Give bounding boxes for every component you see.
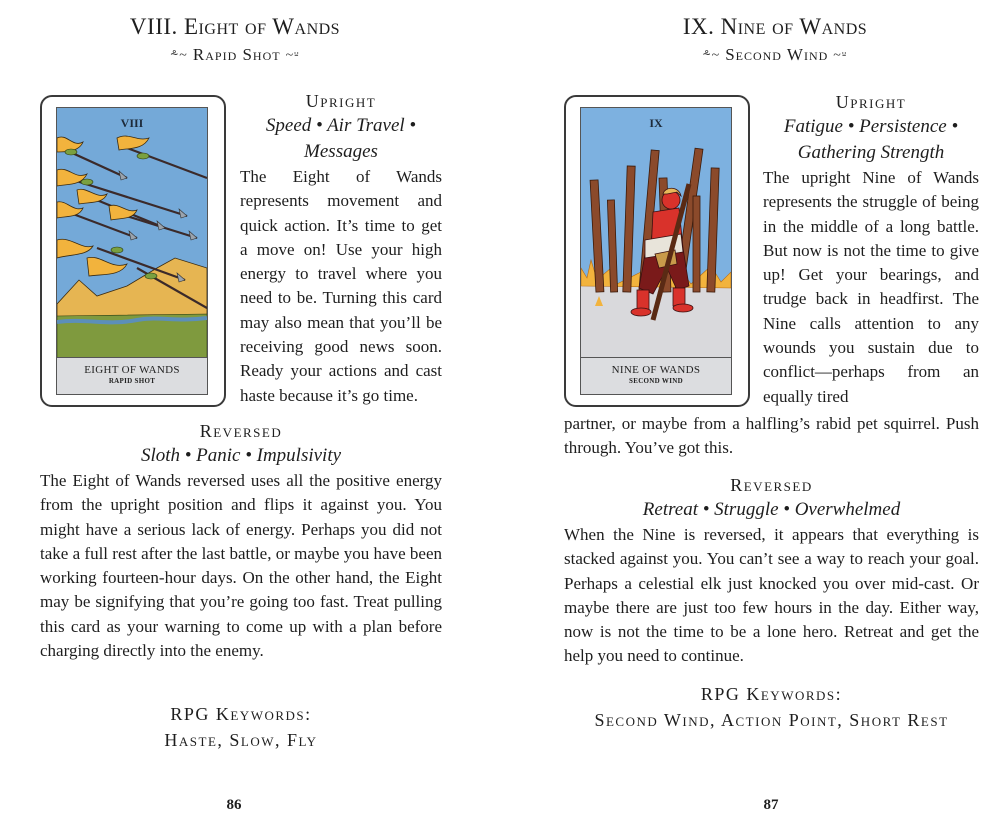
card-label xyxy=(581,357,731,394)
tarot-card-inner xyxy=(580,107,732,395)
card-numeral: VIII xyxy=(120,116,144,130)
card-label-subtitle: SECOND WIND xyxy=(629,377,683,385)
reversed-keywords: Retreat • Struggle • Overwhelmed xyxy=(642,499,901,520)
rpg-keywords-section xyxy=(40,702,442,754)
rpg-keywords-values: Haste, Slow, Fly xyxy=(164,730,318,750)
left-page xyxy=(0,0,480,834)
tarot-card xyxy=(40,95,226,407)
reversed-text: When the Nine is reversed, it appears that everything is stacked against you. You can’t see a way to reach your goal. Perhaps a celestial elk just knocked you over mid-cast. Or maybe there are just too few hours in the day. Either way, now is not the time to be a lone hero. Retreat and get the help you need to continue. xyxy=(564,525,979,666)
upright-text-continued: partner, or maybe from a halfling’s rabid pet squirrel. Push through. You’ve got this. xyxy=(564,414,979,458)
right-page xyxy=(520,0,1000,834)
page-number: 86 xyxy=(226,797,242,813)
tarot-card-inner xyxy=(56,107,208,395)
upright-section xyxy=(763,90,979,409)
upright-heading: Upright xyxy=(305,91,377,111)
page-number: 87 xyxy=(763,797,779,813)
card-title: VIII. Eight of Wands xyxy=(129,14,341,39)
scroll-flourish-icon: ⸛~ xyxy=(702,48,721,63)
reversed-text: The Eight of Wands reversed uses all the positive energy from the upright position and flips it against you. You might have a serious lack of energy. Perhaps you did not take a full rest after the last battle, or maybe you have been working fourteen-hour days. On the other hand, the Eight may be signifying that you’re going too fast. Treat pulling this card as your warning to come up with a plan before charging directly into the enemy. xyxy=(40,471,442,661)
scroll-flourish-icon: ~⸚ xyxy=(285,48,300,63)
reversed-heading: Reversed xyxy=(730,475,813,495)
upright-section xyxy=(240,89,442,408)
upright-keywords-line1: Speed • Air Travel • xyxy=(265,115,417,136)
card-label xyxy=(57,357,207,394)
scroll-flourish-icon: ~⸚ xyxy=(833,48,848,63)
upright-keywords-line2: Gathering Strength xyxy=(797,142,945,163)
upright-keywords-line2: Messages xyxy=(304,141,378,162)
upright-heading: Upright xyxy=(835,92,907,112)
tarot-card xyxy=(564,95,750,407)
rpg-keywords-heading: RPG Keywords: xyxy=(700,684,843,704)
card-subtitle: Second Wind xyxy=(725,45,829,64)
card-label-subtitle: RAPID SHOT xyxy=(108,377,156,385)
card-label-name: NINE OF WANDS xyxy=(611,364,701,376)
card-numeral: IX xyxy=(649,116,663,130)
upright-keywords-line1: Fatigue • Persistence • xyxy=(783,116,959,137)
rpg-keywords-heading: RPG Keywords: xyxy=(170,704,312,724)
eight-of-wands-illustration xyxy=(57,108,207,358)
rpg-keywords-values: Second Wind, Action Point, Short Rest xyxy=(594,710,949,730)
upright-text: The Eight of Wands represents movement and quick action. It’s time to get a move on! Use your high energy to travel where you need to be. Turning this card may also mean that you’ll be receiving good news soon. Ready your actions and cast haste because it’s go time. xyxy=(240,167,442,405)
reversed-section xyxy=(40,419,442,663)
reversed-heading: Reversed xyxy=(199,421,283,441)
upright-text: The upright Nine of Wands represents the struggle of being in the middle of a long battle. But now is not the time to give up! Get your bearings, and trudge back in headfirst. The Nine calls attention to any wounds you sustain due to conflict—perhaps from an equally tired xyxy=(763,168,979,406)
card-label-name: EIGHT OF WANDS xyxy=(84,364,180,376)
card-title: IX. Nine of Wands xyxy=(682,14,868,39)
card-subtitle-line xyxy=(0,45,470,65)
rpg-keywords-section xyxy=(564,682,979,734)
nine-of-wands-illustration xyxy=(581,108,731,358)
reversed-section xyxy=(564,473,979,669)
scroll-flourish-icon: ⸛~ xyxy=(170,48,188,63)
card-subtitle: Rapid Shot xyxy=(192,45,281,64)
card-subtitle-line xyxy=(550,45,1000,65)
reversed-keywords: Sloth • Panic • Impulsivity xyxy=(140,445,342,466)
